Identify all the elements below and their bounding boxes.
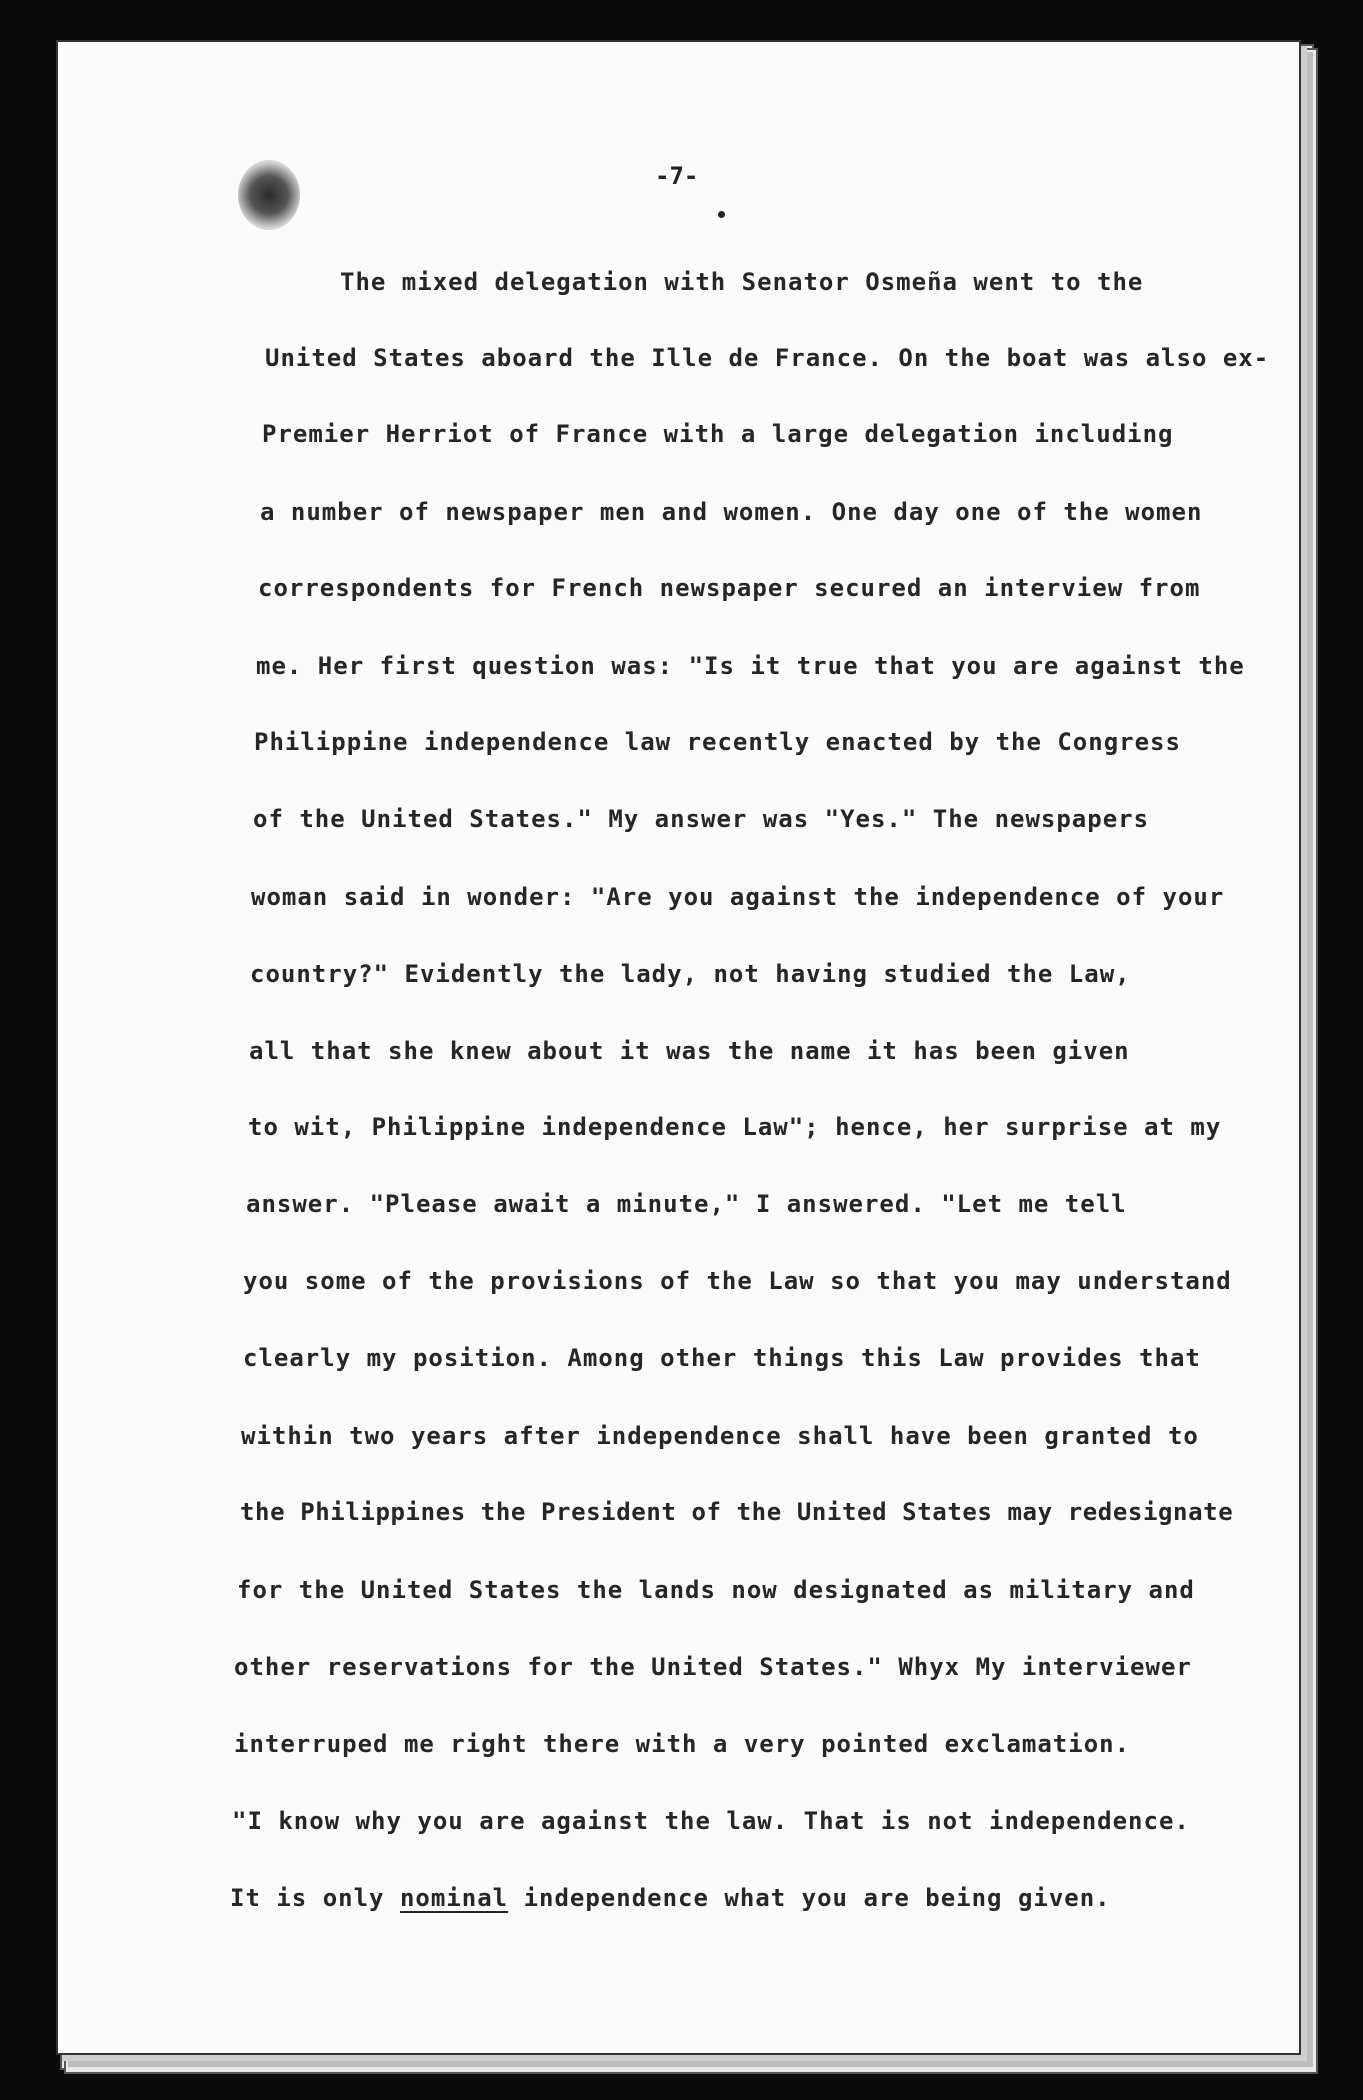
text-line: "I know why you are against the law. That is not independence. [232, 1807, 1190, 1835]
text-line: of the United States." My answer was "Yes." The newspapers [253, 805, 1150, 833]
text-line: United States aboard the Ille de France. On the boat was also ex- [265, 344, 1270, 372]
text-line: all that she knew about it was the name it has been given [249, 1037, 1130, 1065]
text-line: you some of the provisions of the Law so that you may understand [243, 1267, 1232, 1295]
text-line: to wit, Philippine independence Law"; hence, her surprise at my [248, 1113, 1222, 1141]
text-line: me. Her first question was: "Is it true that you are against the [256, 652, 1245, 680]
text-line: interruped me right there with a very pointed exclamation. [234, 1730, 1131, 1758]
ink-dot [718, 211, 725, 218]
text-fragment: independence what you are being given. [523, 1884, 1111, 1912]
text-line: answer. "Please await a minute," I answered. "Let me tell [246, 1190, 1127, 1218]
text-line: country?" Evidently the lady, not having studied the Law, [250, 960, 1131, 988]
text-line: woman said in wonder: "Are you against the independence of your [251, 883, 1225, 911]
text-line: other reservations for the United States." Whyx My interviewer [234, 1653, 1192, 1681]
text-line: for the United States the lands now designated as military and [237, 1576, 1195, 1604]
page-number: -7- [655, 162, 699, 190]
text-line: correspondents for French newspaper secured an interview from [258, 574, 1201, 602]
text-line: clearly my position. Among other things this Law provides that [243, 1344, 1201, 1372]
text-line: the Philippines the President of the United States may redesignate [240, 1498, 1234, 1526]
text-line: The mixed delegation with Senator Osmeña went to the [340, 268, 1144, 296]
text-line: a number of newspaper men and women. One day one of the women [260, 498, 1203, 526]
text-line: Philippine independence law recently enacted by the Congress [254, 728, 1181, 756]
text-line: Premier Herriot of France with a large delegation including [262, 420, 1174, 448]
text-fragment: It is only [230, 1884, 385, 1912]
underlined-word: nominal [399, 1884, 509, 1912]
text-line: within two years after independence shall have been granted to [241, 1422, 1199, 1450]
ink-smudge [238, 160, 300, 230]
text-line-last [230, 1884, 1111, 1912]
